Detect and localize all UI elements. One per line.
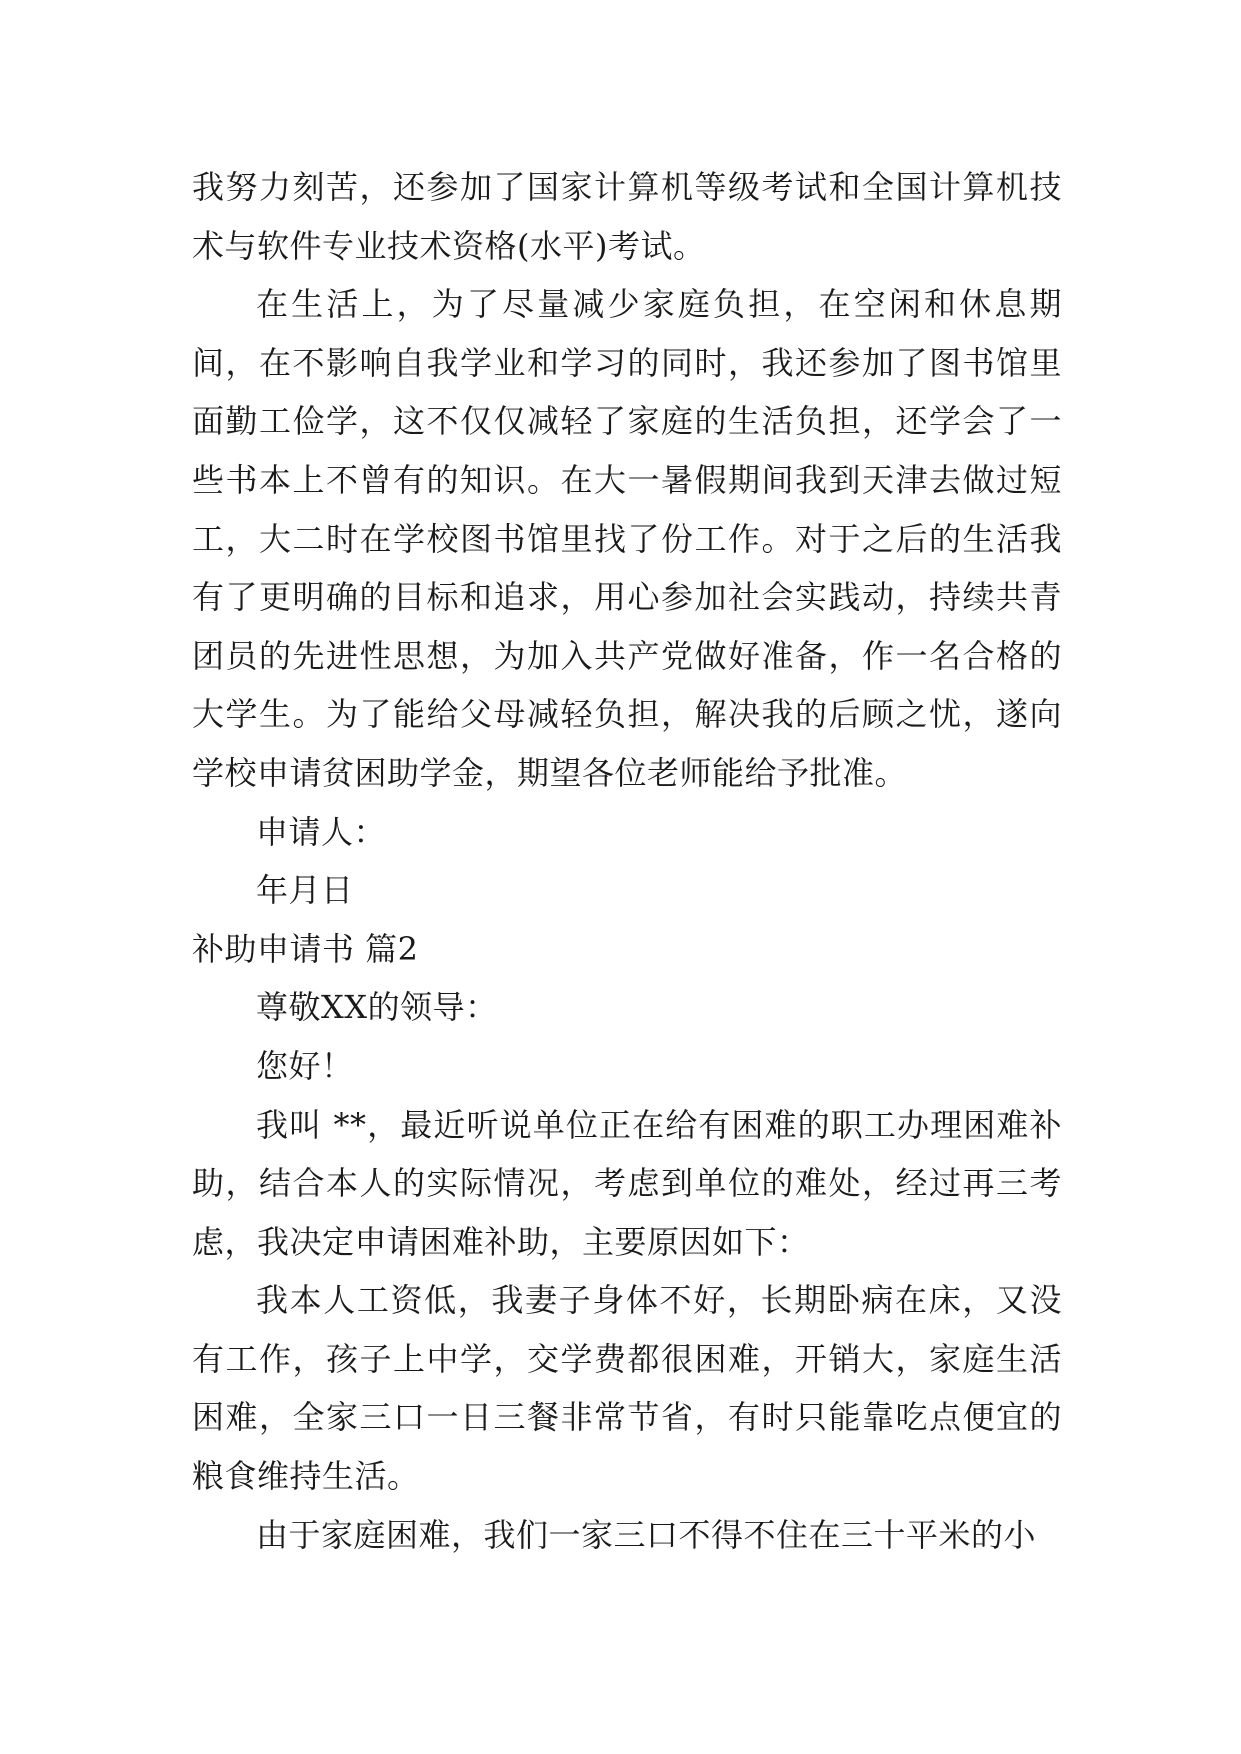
document-body (192, 158, 1062, 1564)
paragraph-reason: 我本人工资低，我妻子身体不好，长期卧病在床，又没有工作，孩子上中学，交学费都很困难，开销大，家庭生活困难，全家三口一日三餐非常节省，有时只能靠吃点便宜的粮食维持生活。 (192, 1281, 1062, 1496)
greeting: 您好！ (256, 1046, 354, 1085)
applicant-label: 申请人： (256, 812, 387, 851)
section-heading: 补助申请书 篇2 (192, 929, 419, 968)
date-label: 年月日 (256, 871, 354, 910)
salutation: 尊敬XX的领导： (256, 988, 498, 1027)
paragraph-exam: 我努力刻苦，还参加了国家计算机等级考试和全国计算机技术与软件专业技术资格(水平)考试。 (192, 168, 1062, 265)
paragraph-intro: 我叫 **，最近听说单位正在给有困难的职工办理困难补助，结合本人的实际情况，考虑到单位的难处，经过再三考虑，我决定申请困难补助，主要原因如下： (192, 1105, 1062, 1261)
paragraph-housing: 由于家庭困难，我们一家三口不得不住在三十平米的小 (256, 1515, 1037, 1554)
paragraph-life: 在生活上，为了尽量减少家庭负担，在空闲和休息期间，在不影响自我学业和学习的同时，我还参加了图书馆里面勤工俭学，这不仅仅减轻了家庭的生活负担，还学会了一些书本上不曾有的知识。在大一暑假期间我到天津去做过短工，大二时在学校图书馆里找了份工作。对于之后的生活我有了更明确的目标和追求，用心参加社会实践动，持续共青团员的先进性思想，为加入共产党做好准备，作一名合格的大学生。为了能给父母减轻负担，解决我的后顾之忧，遂向学校申请贫困助学金，期望各位老师能给予批准。 (192, 285, 1062, 792)
